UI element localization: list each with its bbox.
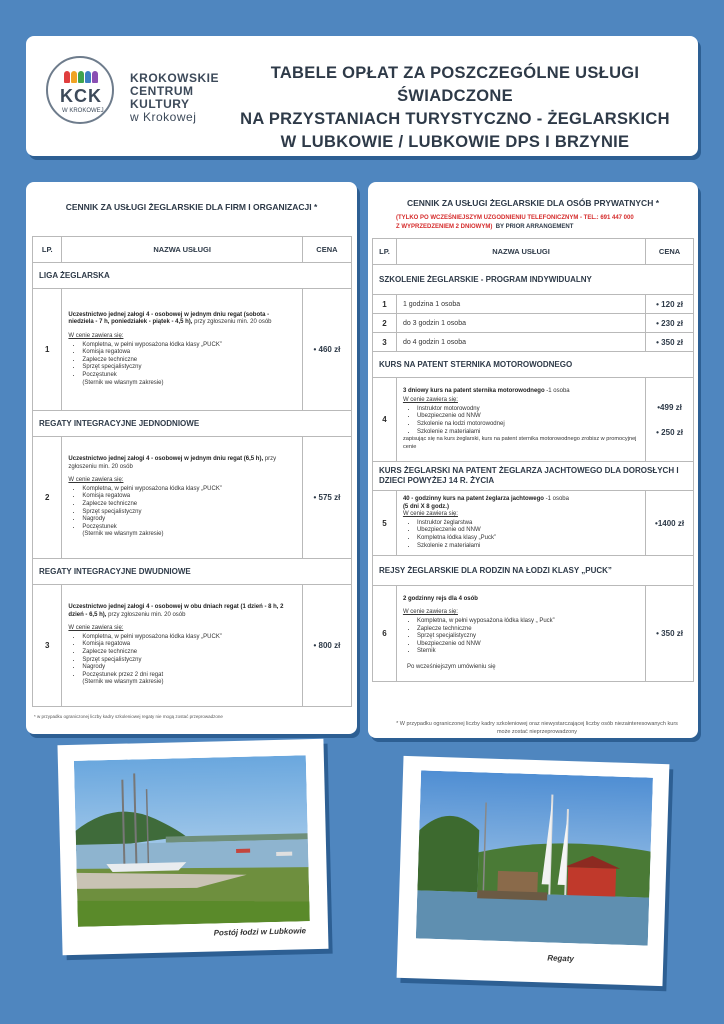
col-lp: LP. [33,237,62,263]
organization-name: KROKOWSKIE CENTRUM KULTURY w Krokowej [130,71,219,124]
section-header: REGATY INTEGRACYJNE JEDNODNIOWE [33,411,352,437]
row-lp: 2 [33,437,62,559]
photo-caption: Postój łodzi w Lubkowie [213,926,307,938]
card-title: CENNIK ZA USŁUGI ŻEGLARSKIE DLA FIRM I ORGANIZACJI * [65,202,318,212]
logo-subtext: W KROKOWEJ [62,108,104,114]
service-description: 2 godzinny rejs dla 4 osób W cenie zawiera się: • Kompletna, w pełni wyposażona łódka klasy „ Puck” • Zaplecze techniczne • Sprzęt specjalistyczny • Ubezpieczenie od NNW • Sternik Po wcześniejszym umówieniu się [396,586,645,682]
price-value: • 230 zł [646,314,694,333]
row-lp: 2 [373,314,397,333]
row-lp: 1 [33,289,62,411]
service-description: Uczestnictwo jednej załogi 4 - osobowej w jednym dniu regat (6,5 h), przy zgłoszeniu min. 20 osób W cenie zawiera się: • Kompletna, w pełni wyposażona łódka klasy „PUCK” • Komisja regatowa • Zaplecze techniczne • Sprzęt specjalistyczny • Nagrody • Poczęstunek (Sternik we własnym zakresie) [62,437,302,559]
page-title: TABELE OPŁAT ZA POSZCZEGÓLNE USŁUGI ŚWIADCZONE NA PRZYSTANIACH TURYSTYCZNO - ŻEGLARSKICH W LUBKOWIE / LUBKOWIE DPS I BRZYNIE [240,64,670,151]
row-lp: 3 [33,585,62,707]
row-lp: 4 [373,378,397,462]
photo-frame-regatta [397,756,670,986]
footnote: * w przypadku ograniczonej liczby kadry szkoleniowej regaty nie mogą zostać przeprowadzone [34,714,223,719]
price-value: •1400 zł [646,491,694,556]
service-name: do 3 godzin 1 osoba [396,314,645,333]
photo-boats-lubkowo [74,755,310,927]
col-name: NAZWA USŁUGI [62,237,302,263]
people-icon [64,70,104,84]
section-header: SZKOLENIE ŻEGLARSKIE - PROGRAM INDYWIDUALNY [373,265,694,295]
price-table [372,238,694,682]
col-name: NAZWA USŁUGI [396,239,645,265]
col-price: CENA [302,237,351,263]
price-value: • 350 zł [646,586,694,682]
row-lp: 1 [373,295,397,314]
footnote: * W przypadku ograniczonej liczby kadry szkoleniowej oraz niewystarczającej liczby osób niezainteresowanych kurs może zostać nieprzeprowadzony [396,721,678,735]
photo-caption: Regaty [547,953,575,964]
col-lp: LP. [373,239,397,265]
price-list-private [368,182,698,738]
logo-text: KCK [60,86,102,106]
row-lp: 3 [373,333,397,352]
price-table [32,236,352,707]
section-header: KURS ŻEGLARSKI NA PATENT ŻEGLARZA JACHTOWEGO DLA DOROSŁYCH I DZIECI POWYŻEJ 14 R. ŻYCIA [373,462,694,491]
service-description: Uczestnictwo jednej załogi 4 - osobowej w jednym dniu regat (sobota - niedziela - 7 h, poniedziałek - piątek - 4,5 h), przy zgłoszeniu min. 20 osób W cenie zawiera się: • Kompletna, w pełni wyposażona łódka klasy „PUCK” • Komisja regatowa • Zaplecze techniczne • Sprzęt specjalistyczny • Poczęstunek (Sternik we własnym zakresie) [62,289,302,411]
card-title: CENNIK ZA USŁUGI ŻEGLARSKIE DLA OSÓB PRYWATNYCH * [406,198,660,208]
price-value: • 350 zł [646,333,694,352]
section-header: LIGA ŻEGLARSKA [33,263,352,289]
price-value: • 800 zł [302,585,351,707]
row-lp: 5 [373,491,397,556]
price-value: • 120 zł [646,295,694,314]
photo-frame-lubkowo [57,739,328,955]
col-price: CENA [646,239,694,265]
row-lp: 6 [373,586,397,682]
section-header: KURS NA PATENT STERNIKA MOTOROWODNEGO [373,352,694,378]
header-panel [26,36,698,156]
price-value: • 575 zł [302,437,351,559]
section-header: REGATY INTEGRACYJNE DWUDNIOWE [33,559,352,585]
section-header: REJSY ŻEGLARSKIE DLA RODZIN NA ŁODZI KLASY „PUCK” [373,556,694,586]
service-description: 40 - godzinny kurs na patent żeglarza jachtowego -1 osoba (5 dni X 8 godz.) W cenie zawiera się: • Instruktor żeglarstwa • Ubezpieczenie od NNW • Kompletna łódka klasy „Puck” • Szkolenie z materiałami [396,491,645,556]
service-name: 1 godzina 1 osoba [396,295,645,314]
service-name: do 4 godzin 1 osoba [396,333,645,352]
price-list-companies [26,182,357,734]
phone-note: (TYLKO PO WCZEŚNIEJSZYM UZGODNIENIU TELEFONICZNYM - TEL.: 691 447 000 Z WYPRZEDZENIEM 2 DNIOWYM) BY PRIOR ARRANGEMENT [396,215,634,230]
price-value: • 460 zł [302,289,351,411]
photo-regatta [416,770,653,945]
service-description: 3 dniowy kurs na patent sternika motorowodnego -1 osoba W cenie zawiera się: • Instruktor motorowodny • Ubezpieczenie od NNW • Szkolenie na łodzi motorowodnej • Szkolenie z materiałami zapisując się na kurs żeglarski, kurs na patent sternika motorowodnego zrobisz w promocyjnej cenie [396,378,645,462]
price-value: •499 zł • 250 zł [646,378,694,462]
service-description: Uczestnictwo jednej załogi 4 - osobowej w obu dniach regat (1 dzień - 8 h, 2 dzień - 6,5 h), przy zgłoszeniu min. 20 osób W cenie zawiera się: • Kompletna, w pełni wyposażona łódka klasy „PUCK” • Komisja regatowa • Zaplecze techniczne • Sprzęt specjalistyczny • Nagrody • Poczęstunek przez 2 dni regat (Sternik we własnym zakresie) [62,585,302,707]
